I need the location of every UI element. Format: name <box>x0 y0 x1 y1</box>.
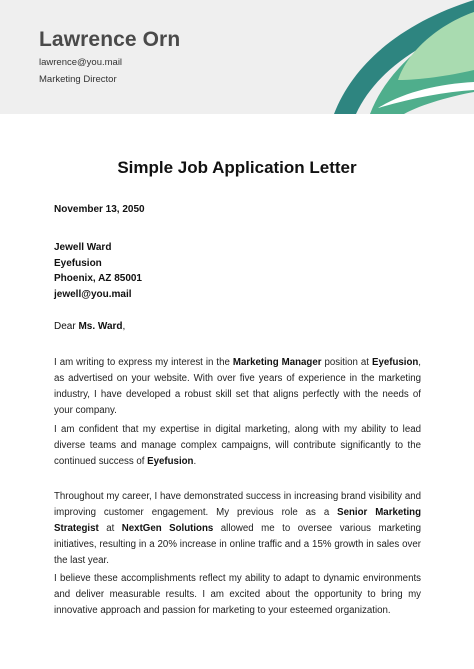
letter-title: Simple Job Application Letter <box>117 158 357 177</box>
sender-name: Lawrence Orn <box>39 28 181 51</box>
paragraph-text: Throughout my career, I have demonstrated success in increasing brand visibility and improving customer engagement. My previous role as a <box>54 491 421 518</box>
salutation-suffix: , <box>122 321 126 332</box>
recipient-company: Eyefusion <box>54 257 102 269</box>
letterhead <box>0 0 474 114</box>
paragraph-1 <box>54 355 421 419</box>
position-name: Marketing Manager <box>232 357 322 368</box>
paragraph-text: I believe these accomplishments reflect my ability to adapt to dynamic environments and deliver measurable results. I am excited about the opportunity to bring my innovative approach and passion for marketing to your esteemed organization. <box>54 573 421 616</box>
paragraph-3 <box>54 489 421 569</box>
company-name: Eyefusion <box>147 456 194 467</box>
salutation-prefix: Dear <box>54 321 79 332</box>
salutation-name: Ms. Ward <box>78 321 123 332</box>
paragraph-text: , as advertised on your website. With over five years of experience in the marketing industry, I have developed a robust skill set that aligns perfectly with the needs of your company. <box>54 357 421 416</box>
previous-role: Senior Marketing Strategist <box>54 507 421 534</box>
recipient-email: jewell@you.mail <box>54 288 132 300</box>
recipient-name: Jewell Ward <box>54 242 112 253</box>
sender-email: lawrence@you.mail <box>39 57 123 68</box>
paragraph-text: I am confident that my expertise in digital marketing, along with my ability to lead diverse teams and manage complex campaigns, will contribute significantly to the continued success of <box>54 424 421 467</box>
letter-date: November 13, 2050 <box>54 204 145 215</box>
paragraph-text: allowed me to oversee various marketing initiatives, resulting in a 20% increase in online traffic and a 15% growth in sales over the last year. <box>54 523 421 566</box>
recipient-address-block <box>54 240 142 302</box>
paragraph-text: I am writing to express my interest in the <box>54 357 233 368</box>
sender-role: Marketing Director <box>39 74 117 85</box>
paragraph-text: position at <box>321 357 372 368</box>
recipient-city: Phoenix, AZ 85001 <box>54 273 142 284</box>
paragraph-2 <box>54 422 421 470</box>
paragraph-4 <box>54 571 421 619</box>
paragraph-text: at <box>98 523 122 534</box>
decorative-swoosh-graphic <box>334 0 474 114</box>
paragraph-text: . <box>193 456 197 467</box>
previous-company: NextGen Solutions <box>121 523 214 534</box>
salutation <box>54 321 125 332</box>
company-name: Eyefusion <box>372 357 419 368</box>
